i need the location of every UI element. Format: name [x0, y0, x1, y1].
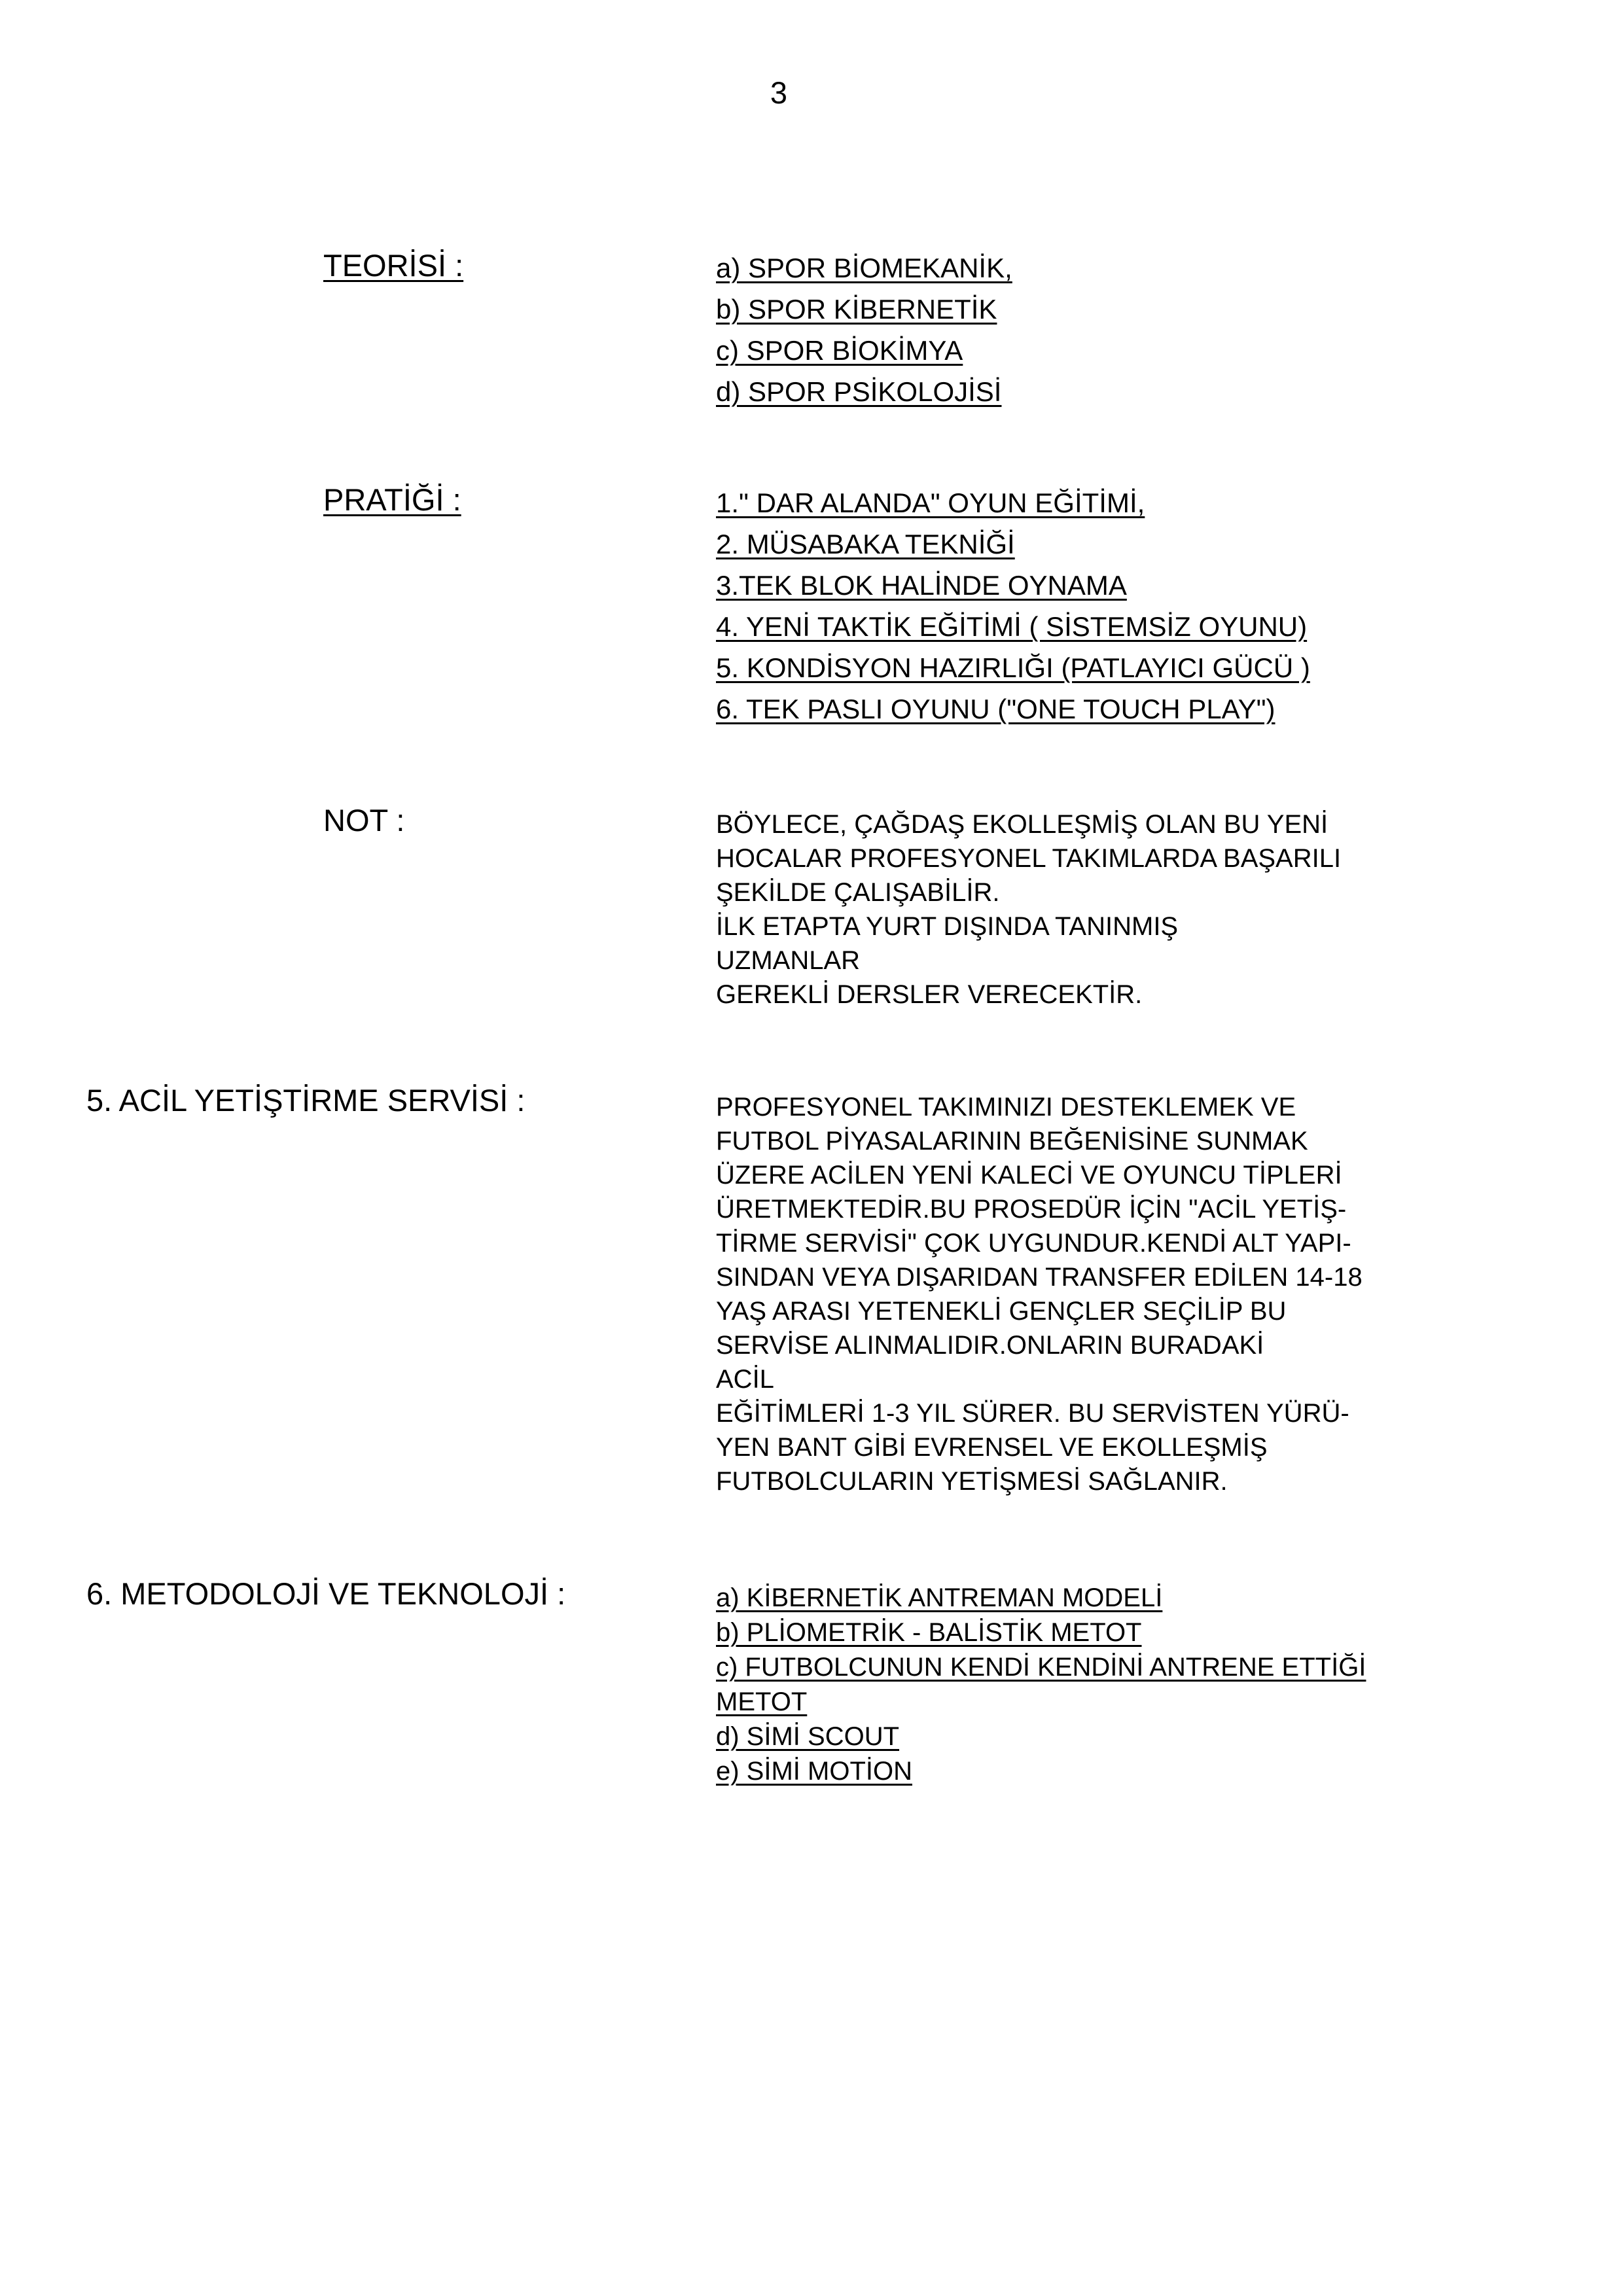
pratigi-item: 3.TEK BLOK HALİNDE OYNAMA: [716, 570, 1127, 601]
metodoloji-item: e) SİMİ MOTİON: [716, 1757, 912, 1786]
teorisi-label: TEORİSİ :: [323, 248, 464, 283]
acil-servis-line: PROFESYONEL TAKIMINIZI DESTEKLEMEK VE: [716, 1093, 1296, 1122]
teorisi-list: [716, 247, 1012, 412]
pratigi-item: 6. TEK PASLI OYUNU ("ONE TOUCH PLAY"): [716, 694, 1275, 724]
teorisi-item: c) SPOR BİOKİMYA: [716, 335, 963, 366]
metodoloji-list: [716, 1581, 1366, 1789]
acil-servis-paragraph: [716, 1090, 1363, 1498]
metodoloji-item: b) PLİOMETRİK - BALİSTİK METOT: [716, 1618, 1142, 1647]
not-line: İLK ETAPTA YURT DIŞINDA TANINMIŞ: [716, 912, 1179, 941]
acil-servis-line: ÜZERE ACİLEN YENİ KALECİ VE OYUNCU TİPLERİ: [716, 1161, 1342, 1190]
pratigi-item: 5. KONDİSYON HAZIRLIĞI (PATLAYICI GÜCÜ ): [716, 652, 1310, 683]
not-label: NOT :: [323, 803, 405, 838]
not-line: BÖYLECE, ÇAĞDAŞ EKOLLEŞMİŞ OLAN BU YENİ: [716, 810, 1329, 839]
not-line: GEREKLİ DERSLER VERECEKTİR.: [716, 980, 1143, 1009]
not-line: HOCALAR PROFESYONEL TAKIMLARDA BAŞARILI: [716, 844, 1342, 873]
acil-servis-line: SERVİSE ALINMALIDIR.ONLARIN BURADAKİ: [716, 1331, 1264, 1360]
page-number: 3: [770, 75, 788, 110]
acil-servis-line: YEN BANT GİBİ EVRENSEL VE EKOLLEŞMİŞ: [716, 1433, 1268, 1462]
metodoloji-item: METOT: [716, 1687, 808, 1716]
metodoloji-item: d) SİMİ SCOUT: [716, 1722, 900, 1751]
acil-servis-line: FUTBOLCULARIN YETİŞMESİ SAĞLANIR.: [716, 1467, 1228, 1496]
acil-servis-line: EĞİTİMLERİ 1-3 YIL SÜRER. BU SERVİSTEN YÜRÜ-: [716, 1399, 1349, 1428]
pratigi-label: PRATİĞİ :: [323, 482, 461, 517]
teorisi-item: b) SPOR KİBERNETİK: [716, 294, 997, 325]
metodoloji-item: a) KİBERNETİK ANTREMAN MODELİ: [716, 1583, 1163, 1612]
metodoloji-label: 6. METODOLOJİ VE TEKNOLOJİ :: [86, 1576, 566, 1611]
metodoloji-item: c) FUTBOLCUNUN KENDİ KENDİNİ ANTRENE ETTİĞİ: [716, 1653, 1366, 1682]
acil-servis-line: YAŞ ARASI YETENEKLİ GENÇLER SEÇİLİP BU: [716, 1297, 1287, 1326]
pratigi-item: 4. YENİ TAKTİK EĞİTİMİ ( SİSTEMSİZ OYUNU): [716, 611, 1308, 642]
not-line: UZMANLAR: [716, 946, 861, 975]
acil-servis-line: FUTBOL PİYASALARININ BEĞENİSİNE SUNMAK: [716, 1127, 1308, 1156]
pratigi-item: 2. MÜSABAKA TEKNİĞİ: [716, 529, 1015, 559]
acil-servis-line: TİRME SERVİSİ" ÇOK UYGUNDUR.KENDİ ALT YAPI-: [716, 1229, 1351, 1258]
teorisi-item: a) SPOR BİOMEKANİK,: [716, 253, 1012, 283]
teorisi-item: d) SPOR PSİKOLOJİSİ: [716, 376, 1002, 407]
acil-servis-label: 5. ACİL YETİŞTİRME SERVİSİ :: [86, 1083, 526, 1118]
acil-servis-line: ÜRETMEKTEDİR.BU PROSEDÜR İÇİN "ACİL YETİŞ-: [716, 1195, 1347, 1224]
pratigi-item: 1." DAR ALANDA" OYUN EĞİTİMİ,: [716, 487, 1145, 518]
pratigi-list: [716, 482, 1310, 730]
acil-servis-line: ACİL: [716, 1365, 774, 1394]
not-paragraph: [716, 807, 1341, 1012]
not-line: ŞEKİLDE ÇALIŞABİLİR.: [716, 878, 1000, 907]
acil-servis-line: SINDAN VEYA DIŞARIDAN TRANSFER EDİLEN 14-18: [716, 1263, 1363, 1292]
